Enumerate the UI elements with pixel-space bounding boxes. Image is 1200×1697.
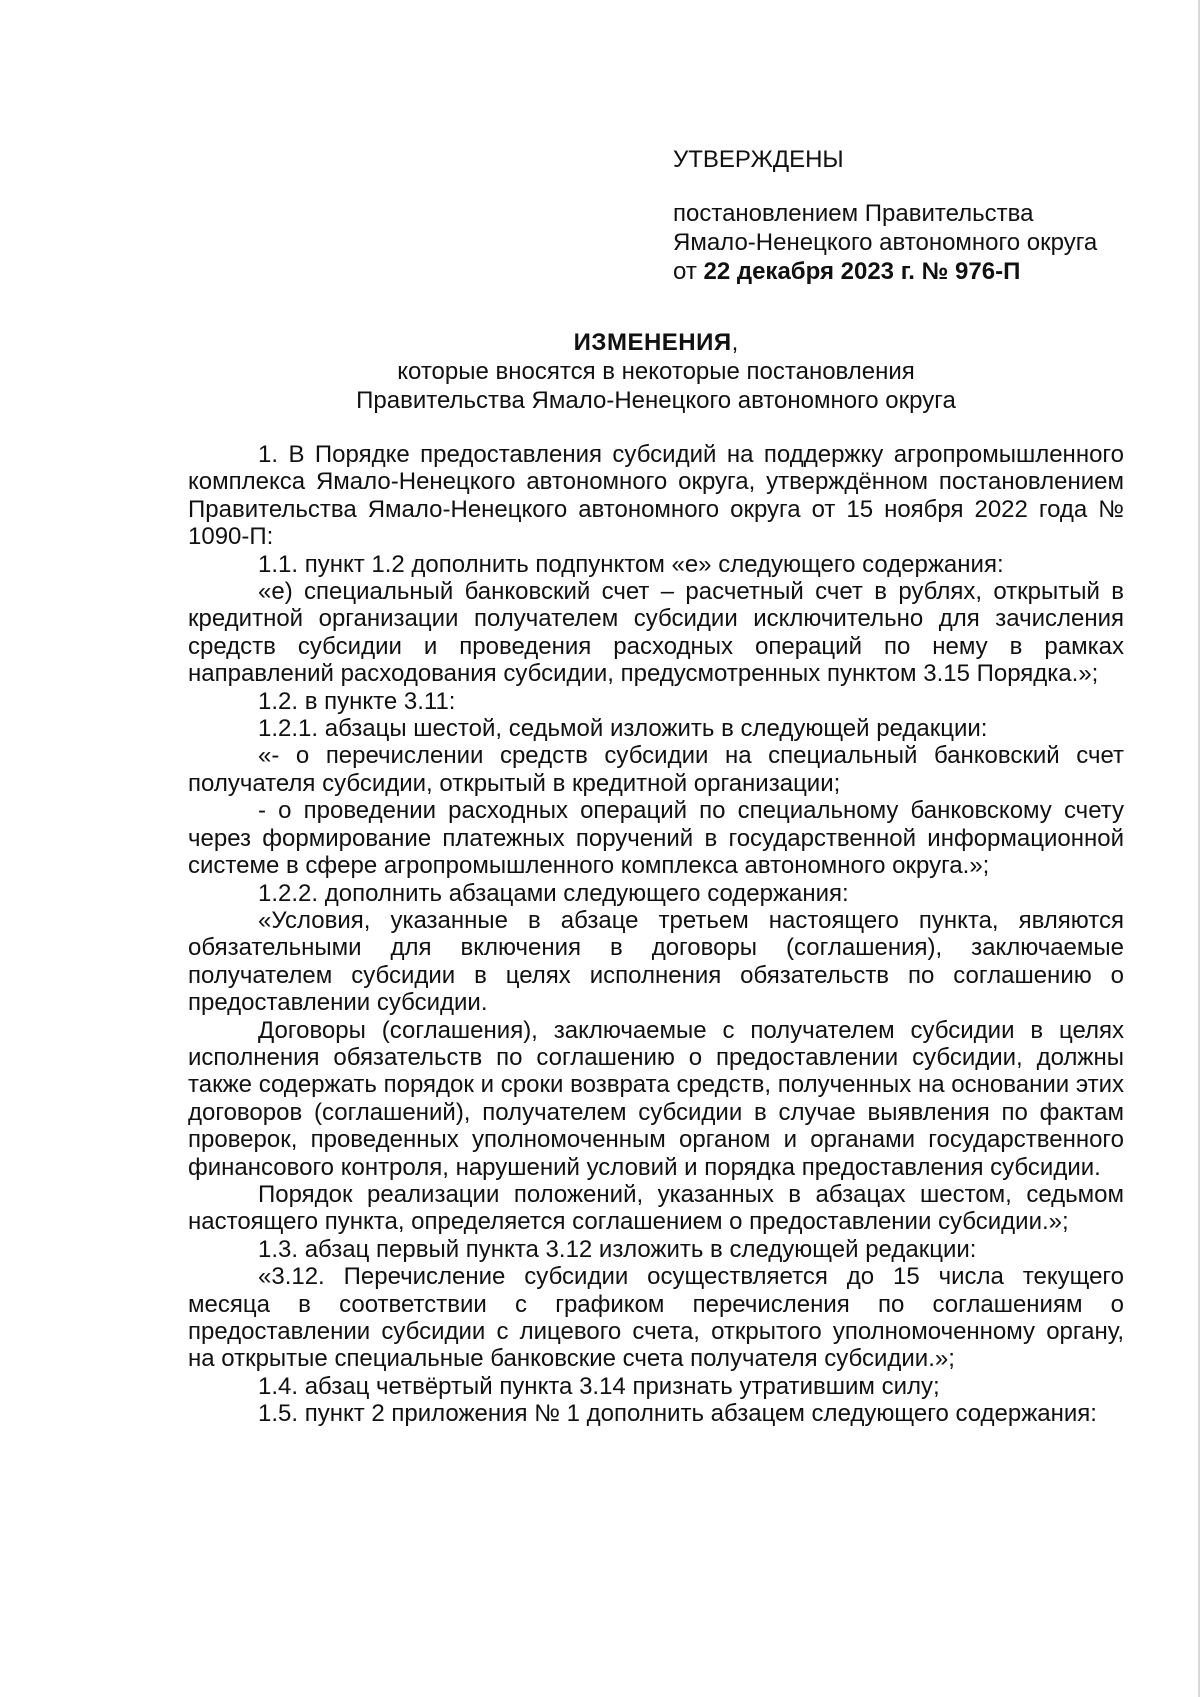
paragraph-1-1-text: «е) специальный банковский счет – расчетный счет в рублях, открытый в кредитной организации получателем субсидии исключительно для зачисления средств субсидии и проведения расходных операций по нему в рамках направлений расходования субсидии, предусмотренных пунктом 3.15 Порядка.»;: [188, 578, 1124, 688]
heading-title-comma: ,: [731, 329, 739, 356]
paragraph-1-2-1-text-a: «- о перечислении средств субсидии на специальный банковский счет получателя субсидии, открытый в кредитной организации;: [188, 742, 1124, 797]
approval-line-1: постановлением Правительства: [673, 200, 1034, 227]
paragraph-1-2: 1.2. в пункте 3.11:: [258, 687, 456, 715]
approval-block: [673, 199, 1097, 286]
approval-title: УТВЕРЖДЕНЫ: [673, 146, 844, 173]
approval-date-number: 22 декабря 2023 г. № 976-П: [703, 258, 1021, 285]
paragraph-1-2-2: 1.2.2. дополнить абзацами следующего содержания:: [258, 879, 849, 907]
paragraph-1-2-2-text-c: Порядок реализации положений, указанных в абзацах шестом, седьмом настоящего пункта, определяется соглашением о предоставлении субсидии.»;: [188, 1180, 1124, 1236]
paragraph-1-2-1: 1.2.1. абзацы шестой, седьмой изложить в следующей редакции:: [258, 715, 988, 743]
paragraph-1-1: 1.1. пункт 1.2 дополнить подпунктом «е» следующего содержания:: [258, 550, 1004, 578]
approval-date-line: [673, 257, 1097, 286]
paragraph-1-2-2-text-a: «Условия, указанные в абзаце третьем настоящего пункта, являются обязательными для включения в договоры (соглашения), заключаемые получателем субсидии в целях исполнения обязательств по соглашению о предоставлении субсидии.: [188, 906, 1124, 1017]
heading-title: ИЗМЕНЕНИЯ: [573, 329, 732, 356]
paragraph-1-2-2-text-b: Договоры (соглашения), заключаемые с получателем субсидии в целях исполнения обязательств по соглашению о предоставлении субсидии, должны также содержать порядок и сроки возврата средств, полученных на основании этих договоров (соглашений), получателем субсидии в случае выявления по фактам проверок, проведенных уполномоченным органом и органами государственного финансового контроля, нарушений условий и порядка предоставления субсидии.: [188, 1016, 1124, 1181]
paragraph-1-3-text: «3.12. Перечисление субсидии осуществляется до 15 числа текущего месяца в соответствии с графиком перечисления по соглашениям о предоставлении субсидии с лицевого счета, открытого уполномоченному органу, на открытые специальные банковские счета получателя субсидии.»;: [188, 1263, 1124, 1373]
heading-subtitle-1: которые вносятся в некоторые постановления: [397, 358, 915, 385]
heading-subtitle-2: Правительства Ямало-Ненецкого автономного округа: [356, 387, 956, 414]
paragraph-1: 1. В Порядке предоставления субсидий на поддержку агропромышленного комплекса Ямало-Ненецкого автономного округа, утверждённом постановлением Правительства Ямало-Ненецкого автономного округа от 15 ноября 2022 года № 1090-П:: [188, 441, 1124, 551]
paragraph-1-4: 1.4. абзац четвёртый пункта 3.14 признать утратившим силу;: [258, 1372, 940, 1400]
paragraph-1-2-1-text-b: - о проведении расходных операций по специальному банковскому счету через формирование платежных поручений в государственной информационной системе в сфере агропромышленного комплекса автономного округа.»;: [188, 797, 1124, 880]
approval-line-2: Ямало-Ненецкого автономного округа: [673, 229, 1098, 256]
document-heading: [188, 328, 1124, 415]
paragraph-1-3: 1.3. абзац первый пункта 3.12 изложить в следующей редакции:: [258, 1235, 977, 1263]
paragraph-1-5: 1.5. пункт 2 приложения № 1 дополнить абзацем следующего содержания:: [258, 1400, 1097, 1428]
heading-title-line: [188, 328, 1124, 357]
document-body: [188, 441, 1124, 1428]
approval-date-prefix: от: [673, 258, 704, 285]
